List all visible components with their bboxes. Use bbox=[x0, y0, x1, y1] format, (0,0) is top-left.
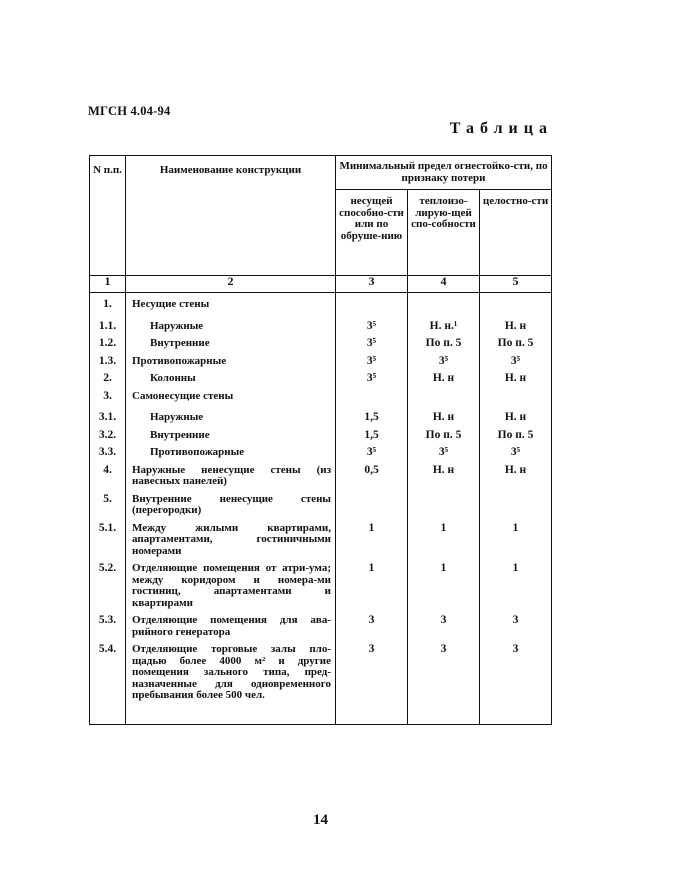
construction-name: Отделяющие помещения для ава-рийного генератора bbox=[126, 609, 336, 638]
table-row bbox=[90, 638, 552, 724]
table-row bbox=[90, 488, 552, 517]
construction-name: Наружные ненесущие стены (из навесных панелей) bbox=[126, 459, 336, 488]
value-load-bearing: 3 bbox=[336, 609, 408, 638]
value-load-bearing: 3⁵ bbox=[336, 367, 408, 385]
value-integrity: Н. н bbox=[480, 402, 552, 424]
column-index: 1 bbox=[90, 276, 126, 293]
value-load-bearing: 1 bbox=[336, 517, 408, 558]
table-caption: Таблица bbox=[449, 120, 553, 137]
value-load-bearing bbox=[336, 385, 408, 403]
table-row bbox=[90, 367, 552, 385]
value-insulation bbox=[408, 293, 480, 311]
value-load-bearing: 3⁵ bbox=[336, 332, 408, 350]
value-integrity: 3⁵ bbox=[480, 441, 552, 459]
value-load-bearing: 1 bbox=[336, 557, 408, 609]
header-integrity: целостно-сти bbox=[480, 190, 552, 276]
value-load-bearing: 0,5 bbox=[336, 459, 408, 488]
table-row bbox=[90, 424, 552, 442]
row-number: 4. bbox=[90, 459, 126, 488]
value-insulation: По п. 5 bbox=[408, 332, 480, 350]
value-insulation: По п. 5 bbox=[408, 424, 480, 442]
construction-name: Противопожарные bbox=[126, 441, 336, 459]
value-load-bearing bbox=[336, 293, 408, 311]
value-load-bearing bbox=[336, 488, 408, 517]
row-number: 3.3. bbox=[90, 441, 126, 459]
column-index-row bbox=[90, 276, 552, 293]
row-number: 3.1. bbox=[90, 402, 126, 424]
column-index: 5 bbox=[480, 276, 552, 293]
construction-name: Противопожарные bbox=[126, 350, 336, 368]
value-load-bearing: 1,5 bbox=[336, 424, 408, 442]
row-number: 1.3. bbox=[90, 350, 126, 368]
value-insulation: 3 bbox=[408, 609, 480, 638]
column-index: 2 bbox=[126, 276, 336, 293]
construction-name: Колонны bbox=[126, 367, 336, 385]
value-integrity: 3 bbox=[480, 638, 552, 724]
row-number: 1.2. bbox=[90, 332, 126, 350]
construction-name: Самонесущие стены bbox=[126, 385, 336, 403]
value-integrity bbox=[480, 488, 552, 517]
construction-name: Отделяющие помещения от атри-ума; между коридором и номера-ми гостиниц, апартаментами и квартирами bbox=[126, 557, 336, 609]
value-load-bearing: 1,5 bbox=[336, 402, 408, 424]
table-row bbox=[90, 557, 552, 609]
row-number: 5.4. bbox=[90, 638, 126, 724]
table-body bbox=[90, 293, 552, 725]
construction-name: Несущие стены bbox=[126, 293, 336, 311]
row-number: 1. bbox=[90, 293, 126, 311]
value-integrity: Н. н bbox=[480, 367, 552, 385]
header-num: N п.п. bbox=[90, 156, 126, 276]
row-number: 5.3. bbox=[90, 609, 126, 638]
value-insulation: Н. н bbox=[408, 367, 480, 385]
value-integrity: 3⁵ bbox=[480, 350, 552, 368]
table-row bbox=[90, 441, 552, 459]
table-row bbox=[90, 385, 552, 403]
page-number: 14 bbox=[313, 812, 328, 828]
construction-name: Наружные bbox=[126, 402, 336, 424]
document-code: МГСН 4.04-94 bbox=[88, 104, 171, 118]
header-insulation: теплоизо-лирую-щей спо-собности bbox=[408, 190, 480, 276]
row-number: 3.2. bbox=[90, 424, 126, 442]
header-fire-resistance: Минимальный предел огнестойко-сти, по признаку потери bbox=[336, 156, 552, 190]
value-load-bearing: 3 bbox=[336, 638, 408, 724]
table-row bbox=[90, 332, 552, 350]
table-row bbox=[90, 517, 552, 558]
header-name: Наименование конструкции bbox=[126, 156, 336, 276]
value-insulation: 3 bbox=[408, 638, 480, 724]
value-insulation: 1 bbox=[408, 517, 480, 558]
value-insulation: Н. н bbox=[408, 459, 480, 488]
construction-name: Отделяющие торговые залы пло-щадью более 4000 м² и другие помещения зального типа, пред-назначенные для одновременного пребывания более 500 чел. bbox=[126, 638, 336, 724]
table-row bbox=[90, 350, 552, 368]
value-integrity: По п. 5 bbox=[480, 424, 552, 442]
value-integrity: 1 bbox=[480, 517, 552, 558]
construction-name: Внутренние ненесущие стены (перегородки) bbox=[126, 488, 336, 517]
value-insulation bbox=[408, 385, 480, 403]
row-number: 3. bbox=[90, 385, 126, 403]
table-row bbox=[90, 609, 552, 638]
value-integrity: 1 bbox=[480, 557, 552, 609]
row-number: 5. bbox=[90, 488, 126, 517]
table-row bbox=[90, 402, 552, 424]
value-integrity: 3 bbox=[480, 609, 552, 638]
value-insulation: 3⁵ bbox=[408, 441, 480, 459]
value-integrity: Н. н bbox=[480, 311, 552, 333]
value-integrity: По п. 5 bbox=[480, 332, 552, 350]
column-index: 3 bbox=[336, 276, 408, 293]
fire-resistance-table bbox=[89, 155, 552, 725]
value-insulation: Н. н.¹ bbox=[408, 311, 480, 333]
row-number: 2. bbox=[90, 367, 126, 385]
table-row bbox=[90, 311, 552, 333]
header-load-bearing: несущей способно-сти или по обруше-нию bbox=[336, 190, 408, 276]
value-integrity: Н. н bbox=[480, 459, 552, 488]
value-load-bearing: 3⁵ bbox=[336, 311, 408, 333]
column-index: 4 bbox=[408, 276, 480, 293]
row-number: 1.1. bbox=[90, 311, 126, 333]
value-integrity bbox=[480, 293, 552, 311]
table-row bbox=[90, 293, 552, 311]
construction-name: Внутренние bbox=[126, 332, 336, 350]
construction-name: Наружные bbox=[126, 311, 336, 333]
value-insulation bbox=[408, 488, 480, 517]
value-integrity bbox=[480, 385, 552, 403]
construction-name: Внутренние bbox=[126, 424, 336, 442]
table-row bbox=[90, 459, 552, 488]
construction-name: Между жилыми квартирами, апартаментами, гостиничными номерами bbox=[126, 517, 336, 558]
value-load-bearing: 3⁵ bbox=[336, 350, 408, 368]
value-insulation: Н. н bbox=[408, 402, 480, 424]
value-insulation: 1 bbox=[408, 557, 480, 609]
row-number: 5.1. bbox=[90, 517, 126, 558]
value-load-bearing: 3⁵ bbox=[336, 441, 408, 459]
row-number: 5.2. bbox=[90, 557, 126, 609]
value-insulation: 3⁵ bbox=[408, 350, 480, 368]
